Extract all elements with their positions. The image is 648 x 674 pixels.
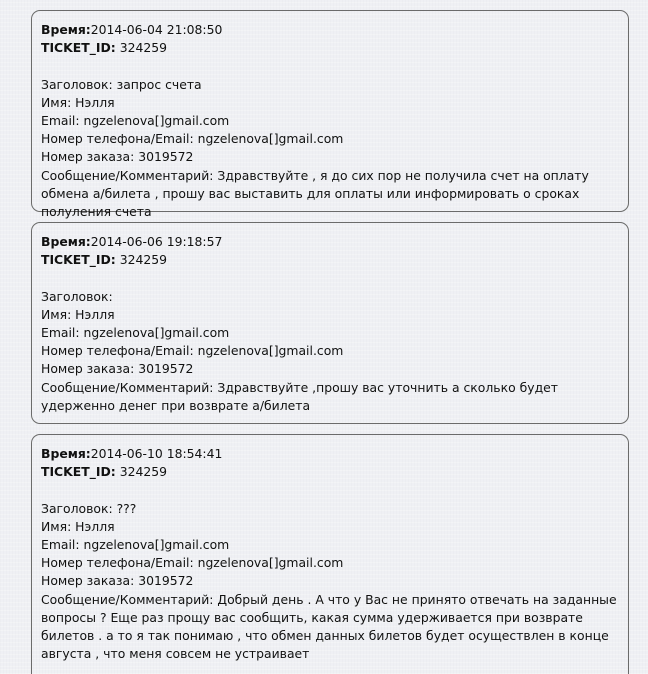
ticket-subject: Заголовок: запрос счета <box>41 76 202 92</box>
ticket-name: Имя: Нэлля <box>41 518 115 534</box>
ticket-name: Имя: Нэлля <box>41 94 115 110</box>
ticket-order: Номер заказа: 3019572 <box>41 361 194 377</box>
time-label: Время: <box>41 234 91 249</box>
ticket-subject: Заголовок: ??? <box>41 500 137 516</box>
ticket-phone: Номер телефона/Email: ngzelenova[]gmail.com <box>41 131 344 147</box>
ticket-name: Имя: Нэлля <box>41 306 115 322</box>
ticket-comment: Сообщение/Комментарий: Здравствуйте , я до сих пор не получила счет на оплату обмена а/билета , прошу вас выставить для оплаты или информировать о сроках полуления счета <box>41 167 589 220</box>
ticket-phone: Номер телефона/Email: ngzelenova[]gmail.com <box>41 343 344 359</box>
ticket-time <box>41 233 619 251</box>
ticket-id-label: TICKET_ID: <box>41 40 116 56</box>
ticket-id <box>41 39 619 57</box>
spacer <box>41 481 619 499</box>
ticket-id <box>41 463 619 481</box>
spacer <box>41 57 619 75</box>
ticket-time <box>41 445 619 463</box>
ticket-subject: Заголовок: <box>41 288 113 304</box>
time-value: 2014-06-06 19:18:57 <box>90 234 223 249</box>
ticket-comment: Сообщение/Комментарий: Добрый день . А что у Вас не принято отвечать на заданные вопросы ? Еще раз прощу вас сообщить, какая сумма удерживается при возврате билетов . а то я так понимаю , что обмен данных билетов будет осуществлен в конце августа , что меня совсем не устраивает <box>41 591 617 662</box>
ticket-phone: Номер телефона/Email: ngzelenova[]gmail.com <box>41 555 344 571</box>
time-value: 2014-06-10 18:54:41 <box>90 446 223 461</box>
ticket-order: Номер заказа: 3019572 <box>41 573 194 589</box>
ticket-order: Номер заказа: 3019572 <box>41 149 194 165</box>
ticket-id-value: 324259 <box>119 464 167 480</box>
ticket-comment: Сообщение/Комментарий: Здравствуйте ,прошу вас уточнить а сколько будет удерженно денег при возврате а/билета <box>41 379 558 413</box>
ticket-email: Email: ngzelenova[]gmail.com <box>41 113 230 128</box>
ticket-message <box>31 222 629 424</box>
ticket-id-value: 324259 <box>119 252 167 268</box>
ticket-id <box>41 251 619 269</box>
ticket-id-label: TICKET_ID: <box>41 252 116 268</box>
ticket-message <box>31 434 629 674</box>
time-label: Время: <box>41 22 91 37</box>
ticket-email: Email: ngzelenova[]gmail.com <box>41 325 230 340</box>
ticket-time <box>41 21 619 39</box>
ticket-id-label: TICKET_ID: <box>41 464 116 480</box>
ticket-message <box>31 10 629 220</box>
time-label: Время: <box>41 446 91 461</box>
ticket-email: Email: ngzelenova[]gmail.com <box>41 537 230 552</box>
spacer <box>41 269 619 287</box>
ticket-id-value: 324259 <box>119 40 167 56</box>
time-value: 2014-06-04 21:08:50 <box>90 22 223 37</box>
